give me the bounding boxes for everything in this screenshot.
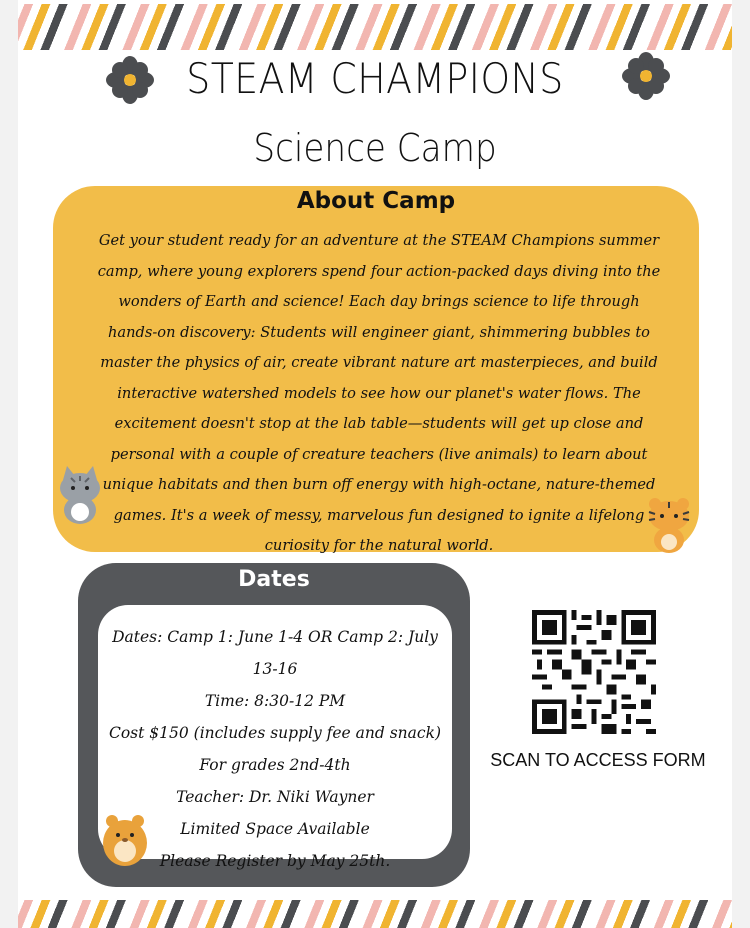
- dates-line-register: Please Register by May 25th.: [159, 852, 391, 870]
- dates-line-grades: For grades 2nd-4th: [199, 756, 351, 774]
- bottom-stripe-border: [18, 900, 732, 928]
- flyer-title: STEAM CHAMPIONS: [186, 54, 564, 103]
- top-stripe-border: [18, 4, 732, 50]
- dates-line-camps: Dates: Camp 1: June 1-4 OR Camp 2: July 13-16: [112, 628, 438, 678]
- qr-code-icon[interactable]: [532, 610, 656, 734]
- flyer-subtitle: Science Camp: [253, 126, 497, 170]
- dates-line-time: Time: 8:30-12 PM: [204, 692, 346, 710]
- dates-list: [98, 621, 452, 877]
- cat-icon: [51, 464, 109, 526]
- dates-card: [98, 605, 452, 870]
- qr-caption: SCAN TO ACCESS FORM: [490, 750, 706, 770]
- about-text: Get your student ready for an adventure at the STEAM Champions summer camp, where young explorers spend four action-packed days diving into the wonders of Earth and science! Each day brings science to life through hands-on discovery: Students will engineer giant, shimmering bubbles to master the physics of air, create vibrant nature art masterpieces, and build interactive watershed models to see how our planet's water flows. The excitement doesn't stop at the lab table—students will get up close and personal with a couple of creature teachers (live animals) to learn about unique habitats and then burn off energy with high-octane, nature-themed games. It's a week of messy, marvelous fun designed to ignite a lifelong curiosity for the natural world.: [97, 232, 661, 554]
- dates-heading: Dates: [238, 567, 310, 592]
- hamster-icon: [100, 811, 150, 867]
- dates-line-cost: Cost $150 (includes supply fee and snack): [108, 724, 442, 742]
- dates-line-teacher: Teacher: Dr. Niki Wayner: [176, 788, 374, 806]
- dates-line-space: Limited Space Available: [180, 820, 370, 838]
- about-camp-section: [53, 186, 699, 552]
- tiger-icon: [641, 494, 697, 554]
- dates-section: [78, 563, 470, 887]
- about-heading: About Camp: [296, 188, 456, 214]
- flyer-page: [18, 0, 732, 928]
